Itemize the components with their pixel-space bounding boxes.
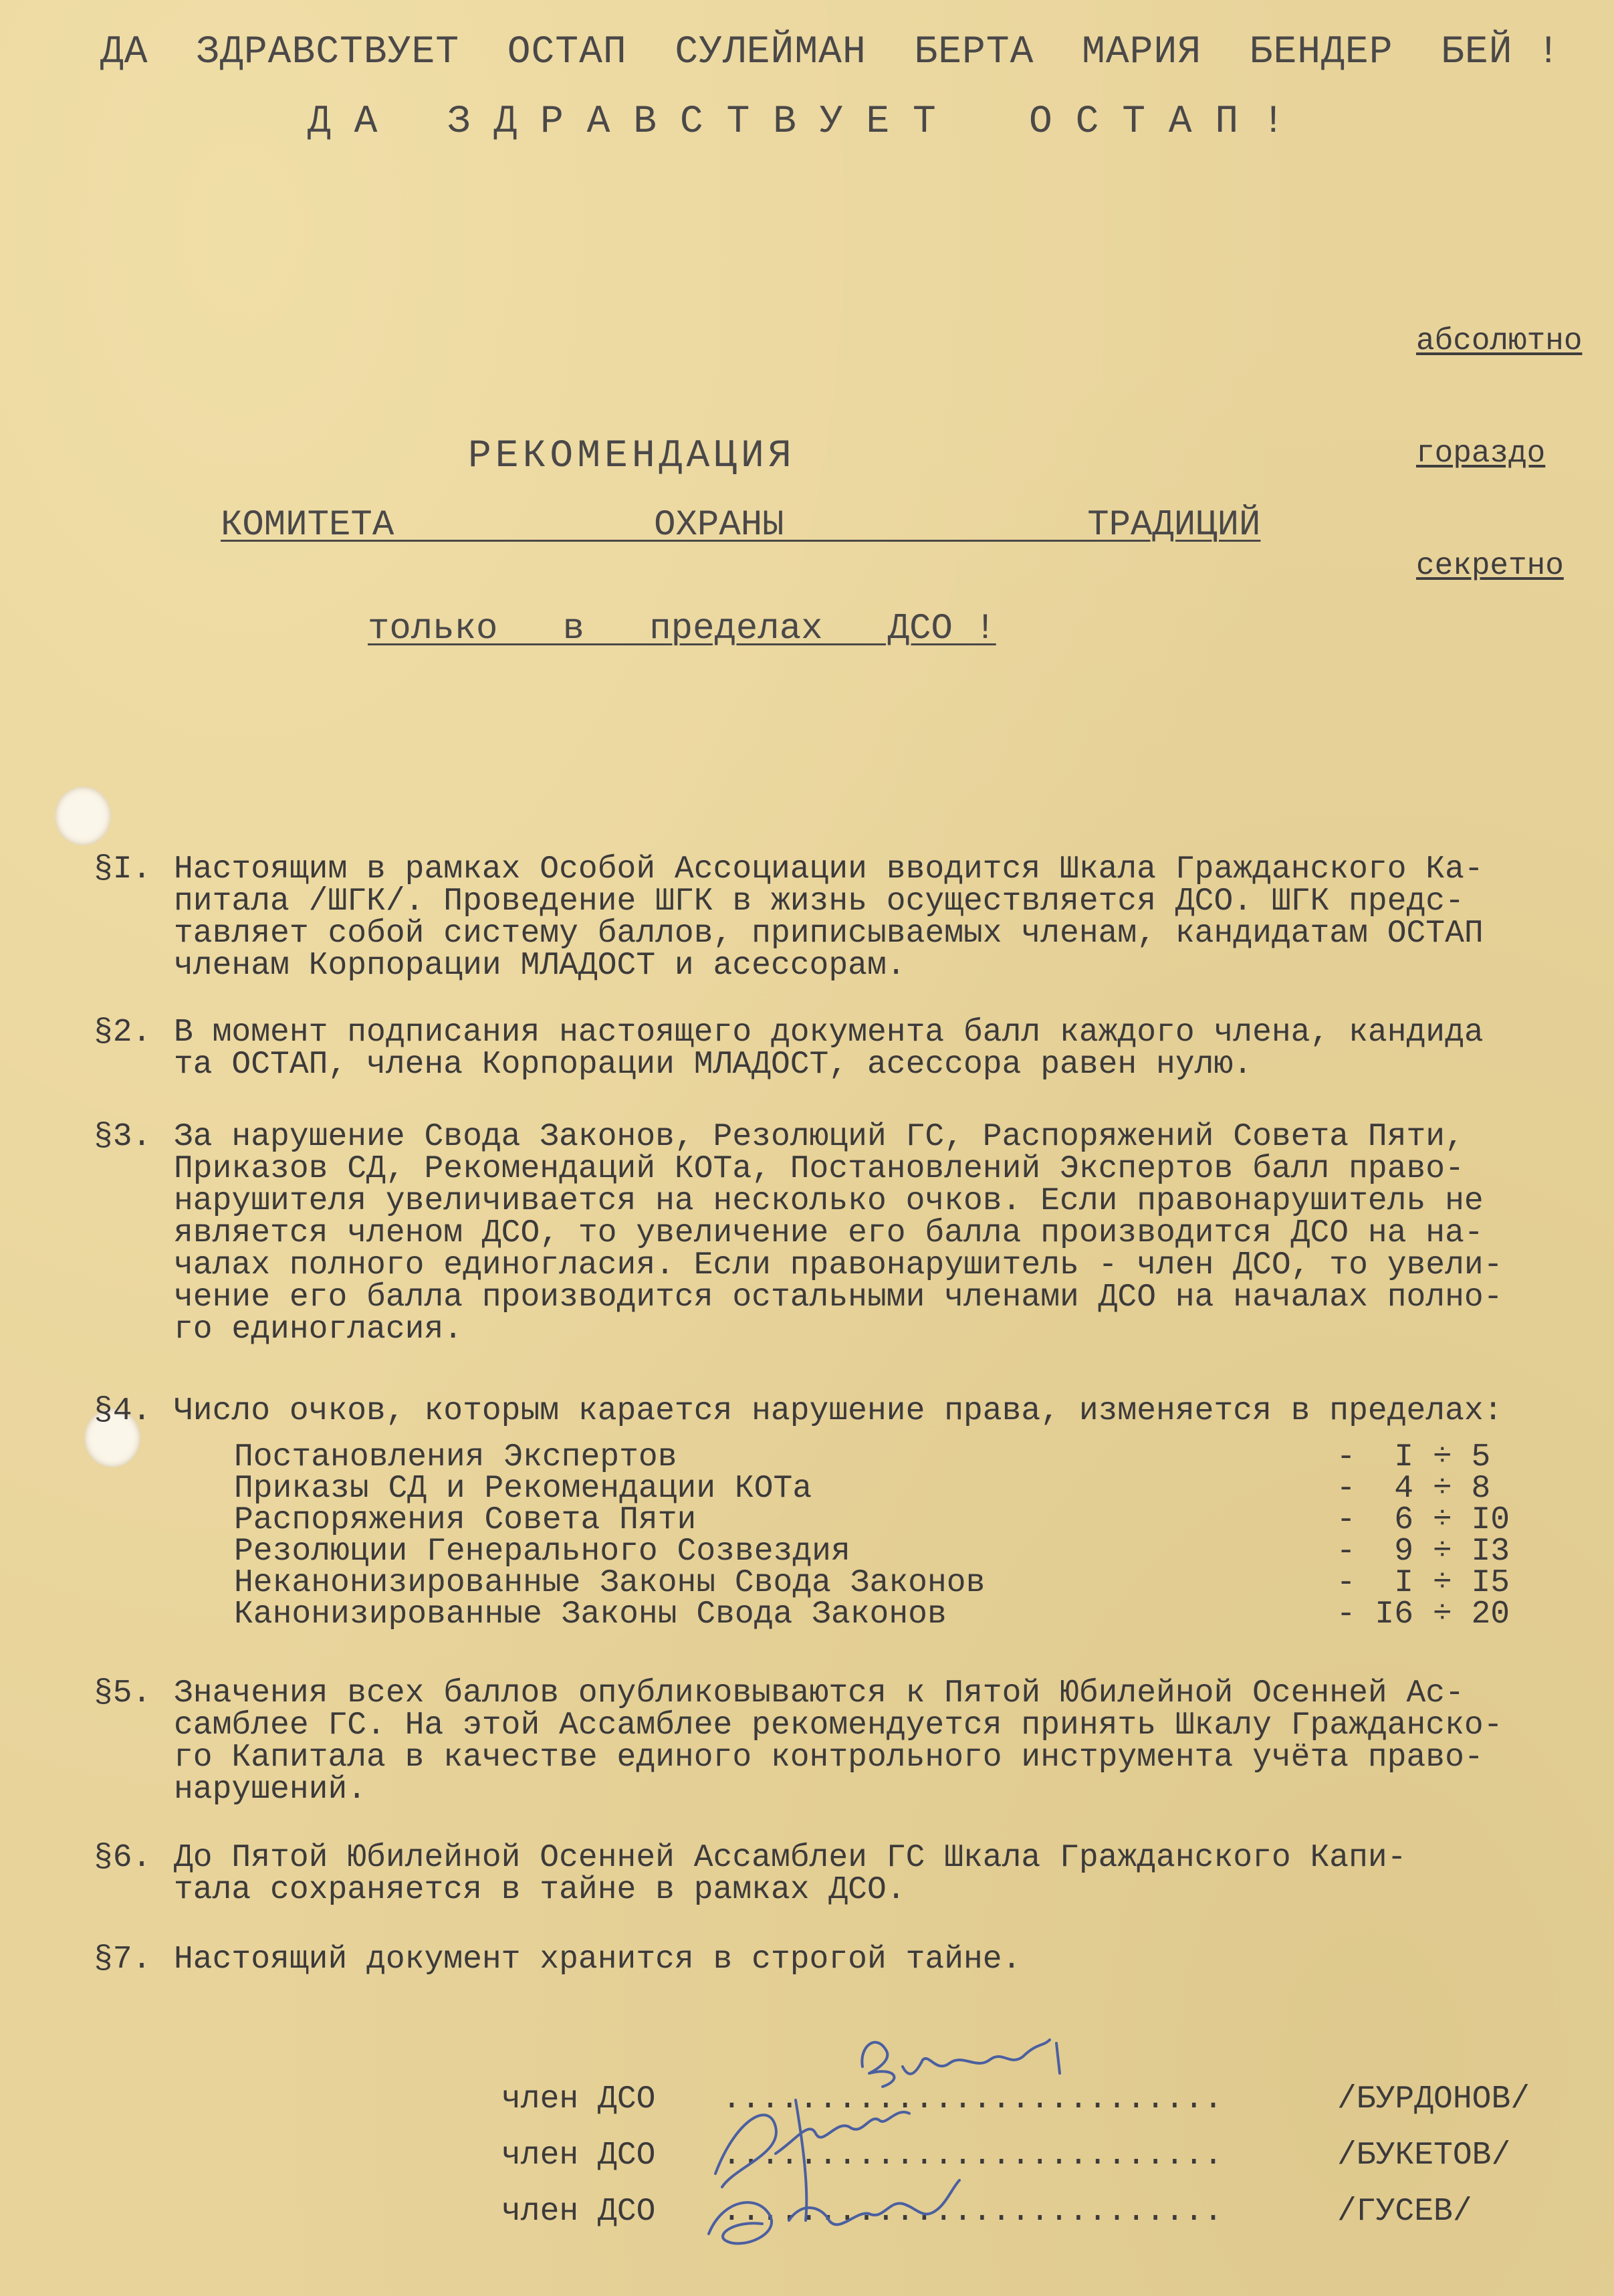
paragraph-line: Приказов СД, Рекомендаций КОТа, Постановлений Экспертов балл право- (174, 1151, 1464, 1187)
punch-hole-top (55, 787, 111, 845)
paragraph-line: го Капитала в качестве единого контрольного инструмента учёта право- (174, 1740, 1484, 1776)
paragraph-number: §4. (94, 1393, 152, 1429)
document-subtitle: КОМИТЕТА ОХРАНЫ ТРАДИЦИЙ (221, 505, 1261, 546)
penalty-row (234, 1502, 1524, 1538)
penalty-range: - 6 ÷ I0 (1317, 1502, 1510, 1538)
signature-burdonov (862, 2040, 1060, 2087)
penalty-label: Распоряжения Совета Пяти (234, 1502, 697, 1538)
paragraph-number: §I. (94, 851, 152, 888)
paragraph-line: тала сохраняется в тайне в рамках ДСО. (174, 1872, 906, 1908)
penalty-row (234, 1565, 1524, 1601)
signature-dots: .......................... (722, 2081, 1223, 2117)
paragraph-line: является членом ДСО, то увеличение его балла производится ДСО на на- (174, 1215, 1484, 1251)
document-title: РЕКОМЕНДАЦИЯ (468, 435, 796, 478)
paragraph-number: §7. (94, 1942, 152, 1978)
paragraph-line: До Пятой Юбилейной Осенней Ассамблеи ГС Шкала Гражданского Капи- (174, 1840, 1407, 1876)
paragraph-line: чалах полного единогласия. Если правонарушитель - член ДСО, то увели- (174, 1247, 1503, 1283)
paragraph-line: та ОСТАП, члена Корпорации МЛАДОСТ, асессора равен нулю. (174, 1047, 1253, 1083)
handwritten-signatures (695, 2020, 1110, 2261)
header-line-1: ДА ЗДРАВСТВУЕТ ОСТАП СУЛЕЙМАН БЕРТА МАРИЯ БЕНДЕР БЕЙ ! (100, 31, 1561, 74)
paragraph-line: чение его балла производится остальными членами ДСО на началах полно- (174, 1279, 1503, 1316)
penalty-range: - I6 ÷ 20 (1317, 1596, 1510, 1633)
stamp-line: гораздо (1416, 436, 1546, 471)
penalty-label: Неканонизированные Законы Свода Законов (234, 1565, 986, 1601)
paragraph-line: Настоящий документ хранится в строгой тайне. (174, 1942, 1022, 1978)
paragraph-line: За нарушение Свода Законов, Резолюций ГС, Распоряжений Совета Пяти, (174, 1119, 1464, 1155)
signer-name: /БУРДОНОВ/ (1337, 2081, 1530, 2117)
header-line-2: Д А З Д Р А В С Т В У Е Т О С Т А П ! (308, 100, 1285, 144)
paragraph-line: членам Корпорации МЛАДОСТ и асессорам. (174, 948, 906, 984)
signer-role: член ДСО (501, 2081, 656, 2117)
paragraph-line: го единогласия. (174, 1312, 463, 1348)
paragraph-line: тавляет собой систему баллов, приписываемых членам, кандидатам ОСТАП (174, 916, 1484, 952)
penalty-row (234, 1536, 1524, 1568)
signature-dots: .......................... (722, 2194, 1223, 2230)
penalty-label: Постановления Экспертов (234, 1439, 677, 1475)
stamp-line: секретно (1416, 548, 1564, 583)
penalty-range: - I ÷ 5 (1317, 1439, 1491, 1475)
penalty-row (234, 1473, 1524, 1505)
paragraph-line: В момент подписания настоящего документа балл каждого члена, кандида (174, 1015, 1484, 1051)
secrecy-stamp (1416, 247, 1582, 659)
penalty-range: - I ÷ I5 (1317, 1565, 1510, 1601)
paragraph-line: питала /ШГК/. Проведение ШГК в жизнь осуществляется ДСО. ШГК предс- (174, 883, 1464, 920)
penalty-table (234, 1439, 1524, 1633)
paragraph-number: §3. (94, 1119, 152, 1155)
penalty-row (234, 1596, 1524, 1633)
paragraph-line: самблее ГС. На этой Ассамблее рекомендуется принять Шкалу Гражданско- (174, 1707, 1503, 1744)
signer-role: член ДСО (501, 2194, 656, 2230)
signer-role: член ДСО (501, 2137, 656, 2174)
signature-dots: .......................... (722, 2137, 1223, 2174)
penalty-range: - 4 ÷ 8 (1317, 1471, 1491, 1507)
paragraph-line: нарушителя увеличивается на несколько очков. Если правонарушитель не (174, 1183, 1484, 1219)
penalty-range: - 9 ÷ I3 (1317, 1534, 1510, 1570)
paragraph-line: Настоящим в рамках Особой Ассоциации вводится Шкала Гражданского Ка- (174, 851, 1484, 888)
paragraph-line: Число очков, которым карается нарушение права, изменяется в пределах: (174, 1393, 1503, 1429)
penalty-label: Резолюции Генерального Созвездия (234, 1534, 850, 1570)
paragraph-number: §5. (94, 1675, 152, 1711)
paragraph-number: §2. (94, 1015, 152, 1051)
penalty-label: Канонизированные Законы Свода Законов (234, 1596, 947, 1633)
paragraph-number: §6. (94, 1840, 152, 1876)
signer-name: /ГУСЕВ/ (1337, 2194, 1472, 2230)
penalty-row (234, 1439, 1524, 1475)
document-scope: только в пределах ДСО ! (368, 609, 996, 649)
stamp-line: абсолютно (1416, 324, 1583, 358)
penalty-label: Приказы СД и Рекомендации КОТа (234, 1471, 812, 1507)
signature-gusev (709, 2180, 959, 2243)
paragraph-line: Значения всех баллов опубликовываются к Пятой Юбилейной Осенней Ас- (174, 1675, 1464, 1711)
signer-name: /БУКЕТОВ/ (1337, 2137, 1511, 2174)
paragraph-line: нарушений. (174, 1772, 367, 1808)
